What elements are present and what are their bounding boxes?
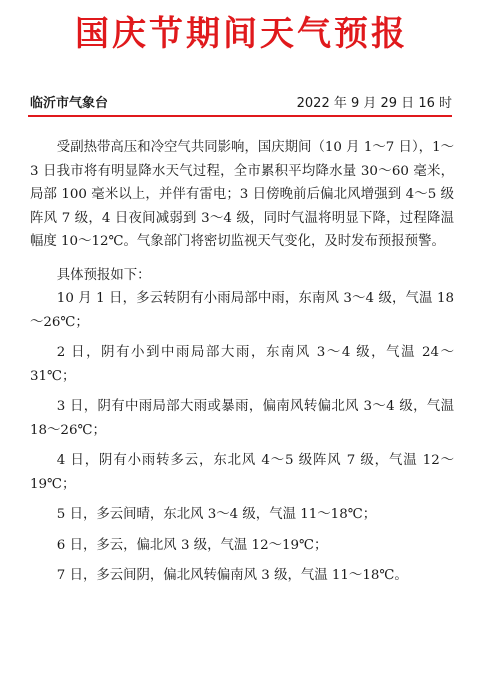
forecast-item: 6 日，多云，偏北风 3 级，气温 12～19℃； — [56, 537, 328, 553]
forecast-item: 7 日，多云间阴，偏北风转偏南风 3 级，气温 11～18℃。 — [56, 568, 408, 583]
header-divider — [28, 115, 452, 117]
forecast-item: 5 日，多云间晴，东北风 3～4 级，气温 11～18℃； — [56, 507, 377, 522]
forecast-item: 3 日，阴有中雨局部大雨或暴雨，偏南风转偏北风 3～4 级，气温 18～26℃； — [30, 399, 454, 438]
summary-paragraph: 受副热带高压和冷空气共同影响，国庆期间（10 月 1～7 日），1～3 日我市将有明显降水天气过程，全市累积平均降水量 30～60 毫米，局部 100 毫米以上，并伴有雷电；3 日傍晚前后偏北风增强到 4～5 级阵风 7 级，4 日夜间减弱到 3～4 级，同时气温将明显下降，过程降温幅度 10～12℃。气象部门将密切监视天气变化，及时发布预报预警。 — [30, 140, 454, 249]
forecast-intro: 具体预报如下： — [56, 267, 151, 283]
document-title: 国庆节期间天气预报 — [75, 14, 408, 54]
forecast-item: 4 日，阴有小雨转多云，东北风 4～5 级阵风 7 级，气温 12～19℃； — [30, 453, 454, 492]
issuer-name: 临沂市气象台 — [30, 96, 109, 111]
forecast-item: 10 月 1 日，多云转阴有小雨局部中雨，东南风 3～4 级，气温 18～26℃； — [30, 291, 454, 330]
issue-time: 2022 年 9 月 29 日 16 时 — [296, 96, 452, 111]
paragraph-spacer — [30, 254, 454, 264]
forecast-item: 2 日，阴有小到中雨局部大雨，东南风 3～4 级，气温 24～31℃； — [30, 345, 454, 384]
document-body — [30, 136, 454, 595]
document-header — [30, 94, 452, 114]
